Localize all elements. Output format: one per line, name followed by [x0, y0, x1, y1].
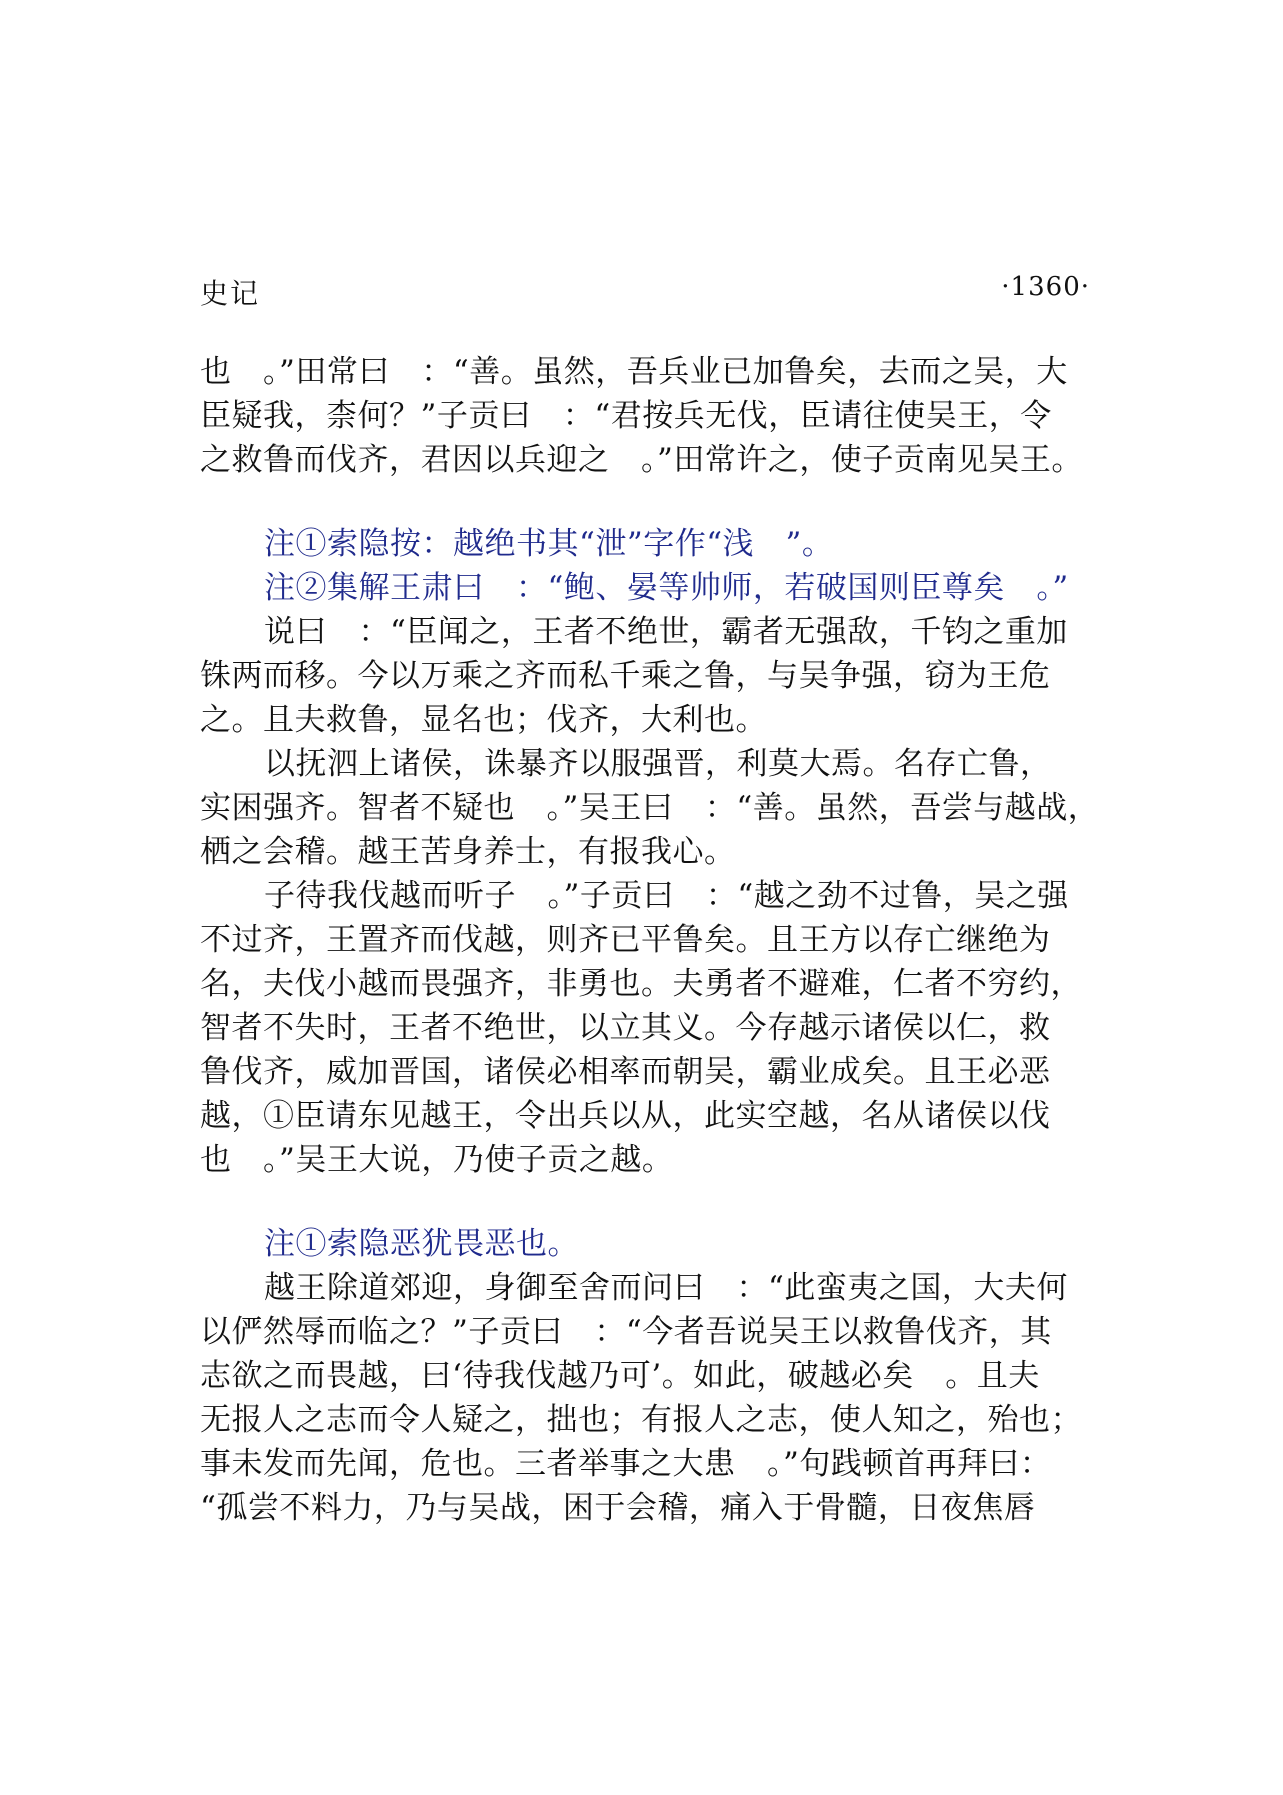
page-number: ·1360· — [1001, 272, 1090, 302]
text-line: 也 。”田常曰 ：“善。虽然，吾兵业已加鲁矣，去而之吴，大 — [200, 354, 1068, 390]
running-head — [200, 272, 1090, 312]
section-gap — [200, 1182, 1090, 1222]
text-line: 以俨然辱而临之？”子贡曰 ：“今者吾说吴王以救鲁伐齐，其 — [200, 1314, 1052, 1350]
paragraph-start-line: 越王除道郊迎，身御至舍而问曰 ：“此蛮夷之国，大夫何 — [264, 1270, 1068, 1306]
text-line: 智者不失时，王者不绝世，以立其义。今存越示诸侯以仁，救 — [200, 1010, 1051, 1046]
text-line: 鲁伐齐，威加晋国，诸侯必相率而朝吴，霸业成矣。且王必恶 — [200, 1054, 1051, 1090]
text-line: 越，①臣请东见越王，令出兵以从，此实空越，名从诸侯以伐 — [200, 1098, 1051, 1134]
text-line: 志欲之而畏越，曰‘待我伐越乃可’。如此，破越必矣 。且夫 — [200, 1358, 1040, 1394]
paragraph-start-line: 子待我伐越而听子 。”子贡曰 ：“越之劲不过鲁，吴之强 — [264, 878, 1069, 914]
text-line: 无报人之志而令人疑之，拙也；有报人之志，使人知之，殆也； — [200, 1402, 1082, 1438]
text-line: 也 。”吴王大说，乃使子贡之越。 — [200, 1142, 674, 1178]
paragraph-start-line: 说曰 ：“臣闻之，王者不绝世，霸者无强敌，千钧之重加 — [264, 614, 1068, 650]
text-line: 铢两而移。今以万乘之齐而私千乘之鲁，与吴争强，窃为王危 — [200, 658, 1051, 694]
section-gap — [200, 482, 1090, 522]
book-title: 史记 — [200, 277, 261, 310]
text-line: 事未发而先闻，危也。三者举事之大患 。”句践顿首再拜曰： — [200, 1446, 1052, 1482]
text-line: 之救鲁而伐齐，君因以兵迎之 。”田常许之，使子贡南见吴王。 — [200, 442, 1083, 478]
paragraph-start-line: 以抚泗上诸侯，诛暴齐以服强晋，利莫大焉。名存亡鲁， — [264, 746, 1052, 782]
text-line: 之。且夫救鲁，显名也；伐齐，大利也。 — [200, 702, 767, 738]
text-line: 实困强齐。智者不疑也 。”吴王曰 ：“善。虽然，吾尝与越战， — [200, 790, 1100, 826]
text-line: “孤尝不料力，乃与吴战，困于会稽，痛入于骨髓，日夜焦唇 — [200, 1490, 1036, 1526]
body-text — [200, 350, 1100, 1530]
text-line: 栖之会稽。越王苦身养士，有报我心。 — [200, 834, 736, 870]
text-line: 不过齐，王置齐而伐越，则齐已平鲁矣。且王方以存亡继绝为 — [200, 922, 1051, 958]
annotation-line: 注①索隐按：越绝书其“泄”字作“浅 ”。 — [264, 526, 834, 562]
text-line: 臣疑我，柰何？”子贡曰 ：“君按兵无伐，臣请往使吴王，令 — [200, 398, 1052, 434]
text-line: 名，夫伐小越而畏强齐，非勇也。夫勇者不避难，仁者不穷约， — [200, 966, 1082, 1002]
annotation-line: 注②集解王肃曰 ：“鲍、晏等帅师，若破国则臣尊矣 。” — [264, 570, 1069, 606]
annotation-line: 注①索隐恶犹畏恶也。 — [264, 1226, 579, 1262]
